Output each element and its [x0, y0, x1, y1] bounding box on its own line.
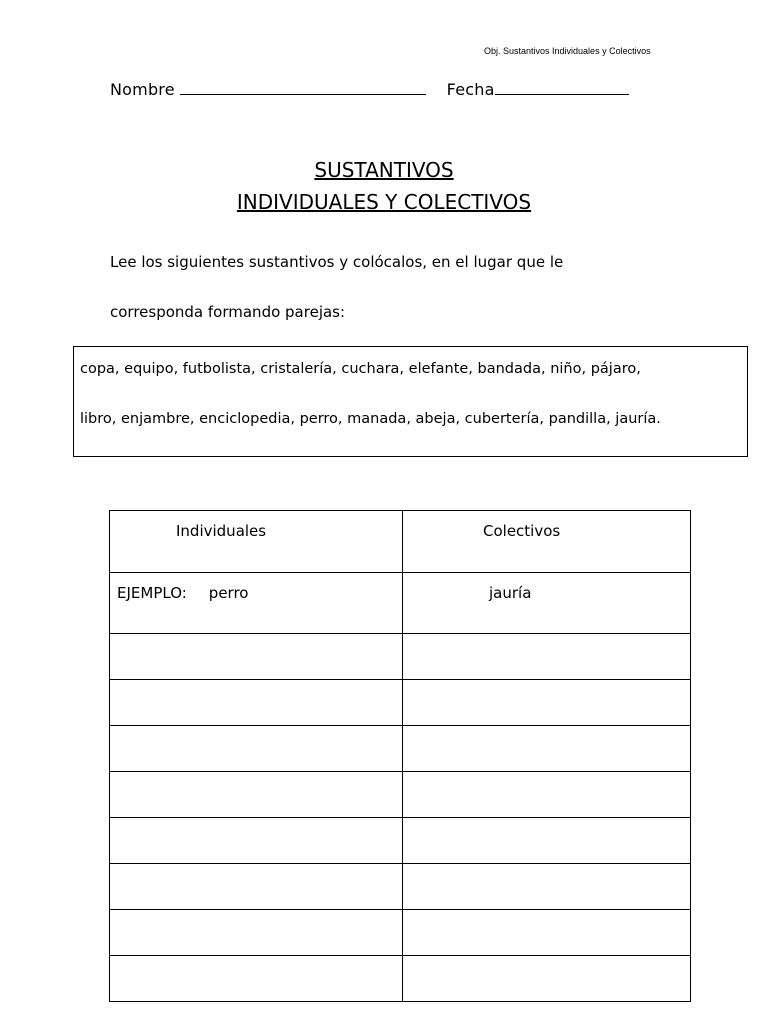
table-row	[110, 956, 691, 1002]
example-collective: jauría	[489, 584, 532, 602]
collective-cell[interactable]	[403, 634, 691, 680]
instruction-line2: corresponda formando parejas:	[110, 303, 346, 321]
date-label: Fecha	[446, 80, 495, 99]
header-individuales: Individuales	[110, 511, 403, 573]
collective-cell[interactable]	[403, 956, 691, 1002]
example-collective-cell	[403, 573, 691, 634]
individual-cell[interactable]	[110, 772, 403, 818]
header-colectivos: Colectivos	[403, 511, 691, 573]
table-row	[110, 680, 691, 726]
table-row	[110, 634, 691, 680]
date-field[interactable]	[495, 80, 629, 95]
collective-cell[interactable]	[403, 864, 691, 910]
page-title-line2: INDIVIDUALES Y COLECTIVOS	[236, 190, 532, 214]
individual-cell[interactable]	[110, 864, 403, 910]
collective-cell[interactable]	[403, 772, 691, 818]
page-title-line1: SUSTANTIVOS	[314, 158, 454, 182]
individual-cell[interactable]	[110, 956, 403, 1002]
table-row	[110, 726, 691, 772]
header-note: Obj. Sustantivos Individuales y Colectivos	[484, 46, 651, 56]
table-row-example	[110, 573, 691, 634]
individual-cell[interactable]	[110, 726, 403, 772]
collective-cell[interactable]	[403, 818, 691, 864]
individual-cell[interactable]	[110, 910, 403, 956]
name-field[interactable]	[180, 80, 426, 95]
word-bank-line1: copa, equipo, futbolista, cristalería, cuchara, elefante, bandada, niño, pájaro,	[80, 361, 641, 377]
individual-cell[interactable]	[110, 680, 403, 726]
table-row	[110, 864, 691, 910]
example-label: EJEMPLO:	[117, 584, 187, 602]
example-individual-cell	[110, 573, 403, 634]
table-row	[110, 818, 691, 864]
pairs-table	[109, 510, 691, 1002]
collective-cell[interactable]	[403, 726, 691, 772]
table-row	[110, 910, 691, 956]
individual-cell[interactable]	[110, 634, 403, 680]
table-row	[110, 772, 691, 818]
example-individual: perro	[208, 584, 249, 602]
word-bank-box	[73, 346, 748, 457]
individual-cell[interactable]	[110, 818, 403, 864]
collective-cell[interactable]	[403, 680, 691, 726]
name-label: Nombre	[110, 80, 175, 99]
instruction-line1: Lee los siguientes sustantivos y colócalos, en el lugar que le	[110, 253, 564, 271]
word-bank-line2: libro, enjambre, enciclopedia, perro, manada, abeja, cubertería, pandilla, jauría.	[80, 411, 661, 427]
table-header-row	[110, 511, 691, 573]
collective-cell[interactable]	[403, 910, 691, 956]
name-date-line	[110, 80, 629, 99]
